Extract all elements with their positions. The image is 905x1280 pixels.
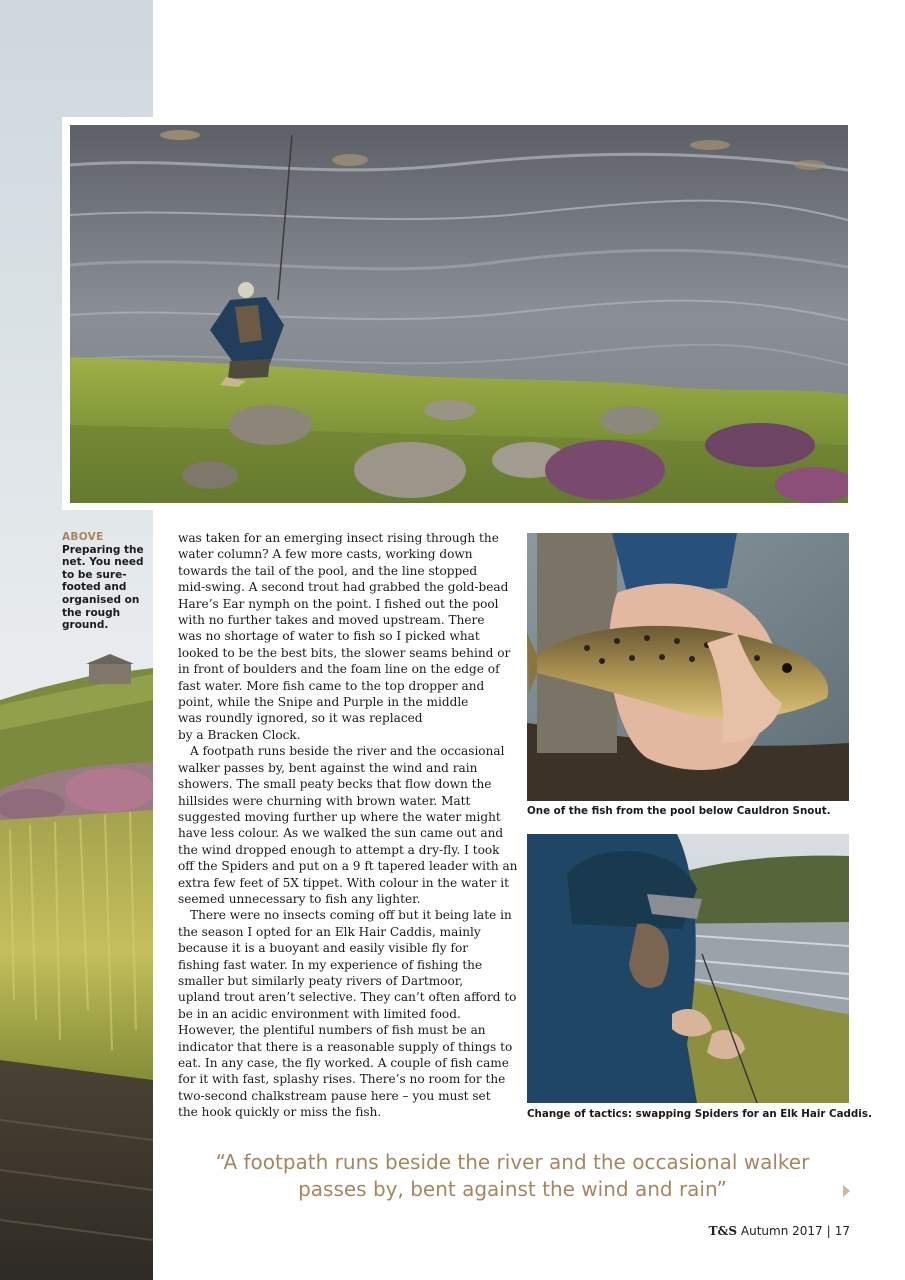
pull-quote-line: passes by, bent against the wind and rain” (298, 1177, 727, 1201)
issue-label: Autumn 2017 (740, 1224, 823, 1238)
body-line: water column? A few more casts, working down (178, 547, 473, 562)
body-line: because it is a buoyant and easily visible fly for (178, 941, 469, 956)
body-line: towards the tail of the pool, and the line stopped (178, 563, 478, 578)
pull-quote-line: “A footpath runs beside the river and the occasional walker (215, 1150, 810, 1174)
body-line: indicator that there is a reasonable supply of things to (178, 1039, 513, 1054)
body-line: suggested moving further up where the water might (178, 809, 501, 824)
body-line: was no shortage of water to fish so I picked what (178, 629, 480, 644)
body-line: was taken for an emerging insect rising through the (178, 531, 499, 545)
top-photo-frame (62, 117, 856, 510)
above-caption (62, 531, 144, 632)
fish-photo-caption: One of the fish from the pool below Cauldron Snout. (527, 805, 831, 817)
river-angler-photo (70, 125, 848, 503)
body-line: the season I opted for an Elk Hair Caddis, mainly (178, 924, 481, 939)
page-footer (709, 1224, 850, 1238)
body-line: However, the plentiful numbers of fish must be an (178, 1023, 486, 1038)
body-line: by a Bracken Clock. (178, 727, 301, 742)
body-line: with no further takes and moved upstream. There (178, 613, 485, 628)
body-line: two-second chalkstream pause here – you must set (178, 1088, 491, 1103)
body-line: be in an acidic environment with limited food. (178, 1006, 461, 1021)
body-line: There were no insects coming off but it being late in (190, 908, 512, 923)
body-line: hillsides were churning with brown water. Matt (178, 793, 471, 808)
body-line: A footpath runs beside the river and the occasional (190, 744, 505, 759)
footer-separator: | (826, 1224, 831, 1238)
caption-tag: ABOVE (62, 531, 104, 543)
body-line: in front of boulders and the foam line on the edge of (178, 662, 500, 677)
trout-in-hand-photo (527, 533, 849, 801)
body-line: point, while the Snipe and Purple in the middle (178, 695, 469, 710)
body-line: eat. In any case, the fly worked. A couple of fish came (178, 1056, 509, 1070)
pull-quote (170, 1149, 855, 1203)
body-line: smaller but similarly peaty rivers of Dartmoor, (178, 973, 464, 988)
body-line: Hare’s Ear nymph on the point. I fished out the pool (178, 596, 499, 611)
caption-text: Preparing the net. You need to be sure-footed and organised on the rough ground. (62, 543, 144, 632)
body-line: have less colour. As we walked the sun came out and (178, 826, 504, 841)
body-line: seemed unnecessary to fish any lighter. (178, 891, 421, 906)
body-line: extra few feet of 5X tippet. With colour in the water it (178, 875, 509, 890)
body-line: was roundly ignored, so it was replaced (178, 711, 423, 726)
article-body (178, 530, 518, 1121)
body-line: for it with fast, splashy rises. There’s no room for the (178, 1072, 506, 1087)
body-line: showers. The small peaty becks that flow down the (178, 777, 492, 792)
magazine-brand: T&S (708, 1224, 738, 1238)
body-line: looked to be the best bits, the slower seams behind or (178, 645, 511, 660)
page-number: 17 (834, 1224, 850, 1238)
body-line: mid-swing. A second trout had grabbed the gold-bead (178, 580, 509, 595)
body-line: off the Spiders and put on a 9 ft tapered leader with an (178, 859, 518, 874)
angler-photo-caption: Change of tactics: swapping Spiders for an Elk Hair Caddis. (527, 1108, 872, 1120)
body-line: the wind dropped enough to attempt a dry-fly. I took (178, 842, 500, 857)
body-line: fishing fast water. In my experience of fishing the (178, 957, 483, 972)
angler-tying-fly-photo (527, 834, 849, 1103)
body-line: the hook quickly or miss the fish. (178, 1105, 382, 1120)
next-page-arrow-icon (843, 1185, 850, 1197)
body-line: upland trout aren’t selective. They can’t often afford to (178, 990, 517, 1005)
body-line: walker passes by, bent against the wind and rain (178, 760, 478, 775)
body-line: fast water. More fish came to the top dropper and (178, 678, 485, 693)
